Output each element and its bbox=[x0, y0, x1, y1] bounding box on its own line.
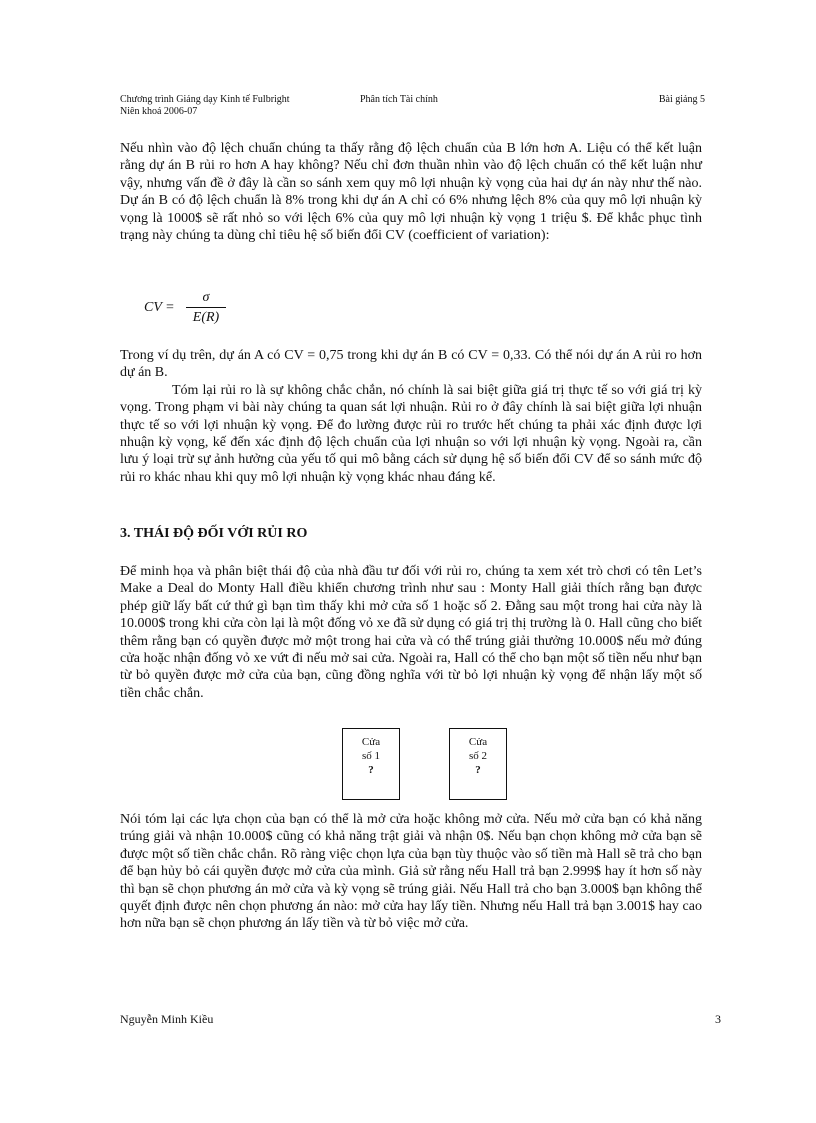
paragraph-5-block bbox=[120, 811, 702, 933]
door-2-question-mark: ? bbox=[475, 764, 481, 776]
paragraph-4: Để minh họa và phân biệt thái độ của nhà đầu tư đối với rủi ro, chúng ta xem xét trò chơi có tên Let’s Make a Deal do Monty Hall điều khiển chương trình như sau : Monty Hall giải thích rằng bạn được phép giữ lấy bất cứ thứ gì bạn tìm thấy khi mở cửa số 1 hoặc số 2. Đằng sau một trong hai cửa này là 10.000$ trong khi cửa còn lại là một đống vỏ xe đã sử dụng có giá trị thị trường là 0. Hall cũng cho biết thêm rằng bạn có quyền được mở một trong hai cửa và có thể trúng giải thưởng 10.000$ nếu mở đúng cửa hoặc nhận đống vỏ xe vứt đi nếu mở sai cửa. Ngoài ra, Hall có thể cho bạn một số tiền nếu như bạn từ bỏ quyền được mở cửa của bạn, cũng đồng nghĩa với từ bỏ lợi nhuận kỳ vọng để nhận lấy một số tiền chắc chắn. bbox=[120, 564, 702, 701]
footer-page-number: 3 bbox=[715, 1012, 721, 1026]
fraction-bar bbox=[186, 307, 226, 308]
header-year: Niên khoá 2006-07 bbox=[120, 106, 198, 117]
header-program: Chương trình Giảng dạy Kinh tế Fulbright bbox=[120, 94, 290, 105]
formula-fraction bbox=[186, 290, 226, 326]
paragraph-4-block bbox=[120, 563, 702, 702]
paragraph-5: Nói tóm lại các lựa chọn của bạn có thể là mở cửa hoặc không mở cửa. Nếu mở cửa bạn có khả năng trúng giải và nhận 10.000$ cũng có khả năng trật giải và nhận 0$. Nếu bạn chọn không mở cửa bạn sẽ được một số tiền chắc chắn. Rõ ràng việc chọn lựa của bạn tùy thuộc vào số tiền mà Hall sẽ trả cho bạn để bạn hủy bỏ cái quyền được mở cửa của mình. Giả sử rằng nếu Hall trả bạn 2.999$ hay ít hơn số này thì bạn sẽ chọn phương án mở cửa và kỳ vọng sẽ trúng giải. Nếu Hall trả cho bạn 3.000$ bạn không thể quyết định được nên chọn phương án nào: mở cửa hay lấy tiền. Nhưng nếu Hall trả bạn 3.001$ hay cao hơn nữa bạn sẽ chọn phương án lấy tiền và từ bỏ việc mở cửa. bbox=[120, 812, 702, 932]
paragraph-1-block bbox=[120, 140, 702, 244]
door-1-label: Cửa bbox=[361, 736, 381, 748]
door-1-question-mark: ? bbox=[368, 764, 374, 776]
door-2-number: số 2 bbox=[468, 750, 488, 762]
formula-lhs: CV = bbox=[144, 300, 175, 315]
door-1-box bbox=[342, 728, 400, 800]
footer-author: Nguyễn Minh Kiều bbox=[120, 1012, 214, 1026]
header-lecture: Bài giảng 5 bbox=[658, 94, 705, 105]
formula-numerator: σ bbox=[202, 290, 210, 305]
paragraph-2-block bbox=[120, 347, 702, 486]
header-subject: Phân tích Tài chính bbox=[360, 94, 438, 105]
door-2-label: Cửa bbox=[468, 736, 488, 748]
door-1-number: số 1 bbox=[361, 750, 381, 762]
paragraph-1: Nếu nhìn vào độ lệch chuẩn chúng ta thấy rằng độ lệch chuẩn của B lớn hơn A. Liệu có thể kết luận rằng dự án B rủi ro hơn A hay không? Nếu chỉ đơn thuần nhìn vào độ lệch chuẩn có thể kết luận như vậy, nhưng vấn đề ở đây là cần so sánh xem quy mô lợi nhuận kỳ vọng của hai dự án này như thế nào. Dự án B có độ lệch chuẩn là 8% trong khi dự án A chỉ có 6% nhưng lệch 8% của quy mô lợi nhuận kỳ vọng là 1000$ sẽ rất nhỏ so với lệch 6% của quy mô lợi nhuận kỳ vọng 1 triệu $. Để khắc phục tình trạng này chúng ta dùng chỉ tiêu hệ số biến đổi CV (coefficient of variation): bbox=[120, 141, 702, 244]
door-2-box bbox=[449, 728, 507, 800]
section-heading: 3. THÁI ĐỘ ĐỐI VỚI RỦI RO bbox=[120, 526, 308, 541]
paragraph-3: Tóm lại rủi ro là sự không chắc chắn, nó chính là sai biệt giữa giá trị thực tế so với giá trị kỳ vọng. Trong phạm vi bài này chúng ta quan sát lợi nhuận. Rủi ro ở đây chính là sai biệt giữa lợi nhuận thực tế so với lợi nhuận kỳ vọng. Để đo lường được rủi ro trước hết chúng ta phải xác định được lợi nhuận kỳ vọng, kế đến xác định độ lệch chuẩn của lợi nhuận so với lợi nhuận kỳ vọng. Ngoài ra, cần lưu ý loại trừ sự ảnh hưởng của yếu tố qui mô bằng cách sử dụng hệ số biến đổi CV để so sánh mức độ rủi ro khác nhau khi quy mô lợi nhuận kỳ vọng khác nhau đáng kể. bbox=[120, 382, 702, 485]
header-left bbox=[120, 94, 290, 118]
formula-denominator: E(R) bbox=[192, 310, 220, 325]
paragraph-2: Trong ví dụ trên, dự án A có CV = 0,75 trong khi dự án B có CV = 0,33. Có thể nói dự án A rủi ro hơn dự án B. bbox=[120, 348, 702, 381]
